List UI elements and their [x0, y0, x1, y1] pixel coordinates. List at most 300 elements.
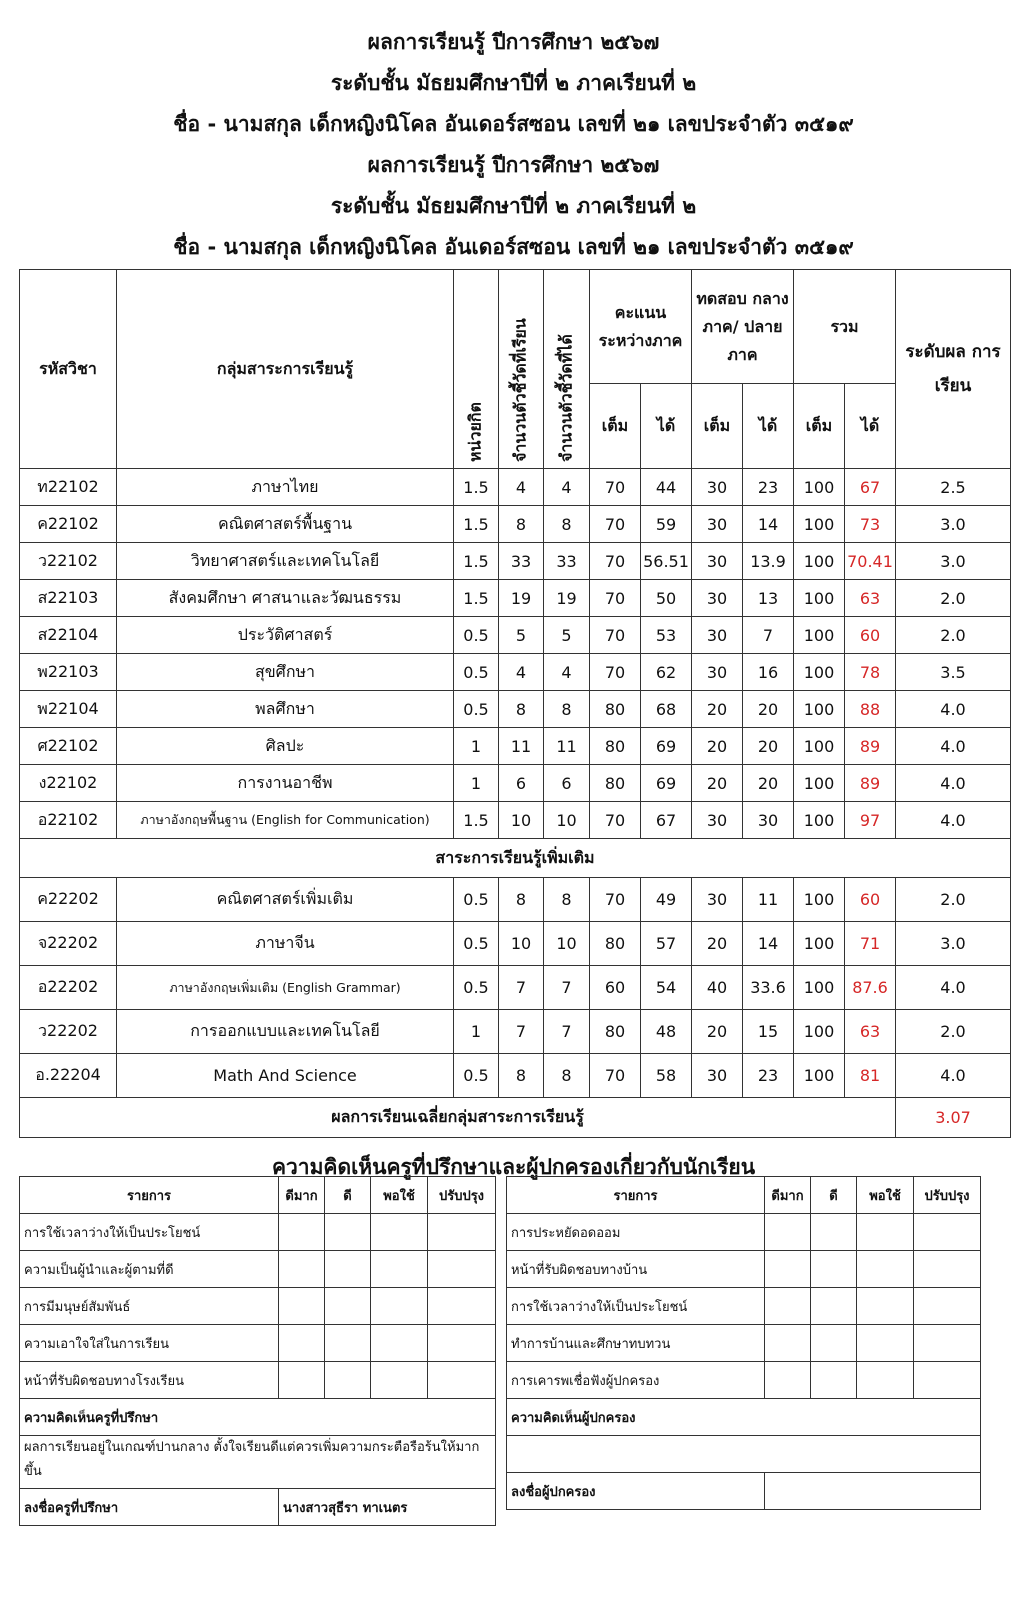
rating-cell[interactable] — [857, 1362, 914, 1399]
comment-item-row — [507, 1214, 981, 1251]
credits-cell: 0.5 — [454, 617, 499, 654]
header-got: ได้ — [845, 384, 896, 469]
total-full-cell: 100 — [794, 654, 845, 691]
rating-cell[interactable] — [428, 1325, 496, 1362]
credits-cell: 0.5 — [454, 922, 499, 966]
total-full-cell: 100 — [794, 506, 845, 543]
comments-title: ความคิดเห็นครูที่ปรึกษาและผู้ปกครองเกี่ยวกับนักเรียน — [271, 1155, 756, 1179]
comment-column-header: ดี — [811, 1177, 857, 1214]
code-cell: ว22102 — [20, 543, 117, 580]
exam-got-cell: 23 — [743, 1054, 794, 1098]
exam-full-cell: 20 — [692, 922, 743, 966]
code-cell: อ22202 — [20, 966, 117, 1010]
grade-cell: 3.5 — [896, 654, 1011, 691]
comment-item-row — [507, 1362, 981, 1399]
comment-item-row — [20, 1325, 496, 1362]
exam-full-cell: 20 — [692, 691, 743, 728]
code-cell: ส22103 — [20, 580, 117, 617]
indicators-learned-cell: 33 — [499, 543, 544, 580]
exam-full-cell: 20 — [692, 1010, 743, 1054]
indicators-passed-cell: 5 — [544, 617, 590, 654]
parent-comment-label: ความคิดเห็นผู้ปกครอง — [507, 1399, 981, 1436]
total-full-cell: 100 — [794, 765, 845, 802]
exam-full-cell: 30 — [692, 878, 743, 922]
parent-sign-field[interactable] — [765, 1473, 981, 1510]
header-full: เต็ม — [794, 384, 845, 469]
rating-cell[interactable] — [371, 1214, 428, 1251]
total-full-cell: 100 — [794, 1054, 845, 1098]
indicators-passed-cell: 4 — [544, 469, 590, 506]
rating-cell[interactable] — [857, 1251, 914, 1288]
subject-name-cell: คณิตศาสตร์เพิ่มเติม — [117, 878, 454, 922]
comment-item-row — [20, 1362, 496, 1399]
header-got: ได้ — [641, 384, 692, 469]
midterm-full-cell: 60 — [590, 966, 641, 1010]
rating-cell[interactable] — [811, 1325, 857, 1362]
grade-cell: 4.0 — [896, 802, 1011, 839]
rating-cell[interactable] — [371, 1251, 428, 1288]
section-row — [20, 839, 1011, 878]
sign-row — [507, 1473, 981, 1510]
exam-got-cell: 20 — [743, 691, 794, 728]
total-full-cell: 100 — [794, 728, 845, 765]
total-got-cell: 60 — [845, 617, 896, 654]
grade-cell: 4.0 — [896, 691, 1011, 728]
rating-cell[interactable] — [811, 1214, 857, 1251]
comment-column-header: รายการ — [507, 1177, 765, 1214]
subject-name-cell: ภาษาจีน — [117, 922, 454, 966]
header-line: ชื่อ - นามสกุล เด็กหญิงนิโคล อันเดอร์สซอน เลขที่ ๒๑ เลขประจำตัว ๓๕๑๙ — [173, 235, 854, 259]
comment-item-label: ความเอาใจใส่ในการเรียน — [20, 1325, 279, 1362]
comment-item-label: ความเป็นผู้นำและผู้ตามที่ดี — [20, 1251, 279, 1288]
indicators-passed-cell: 8 — [544, 878, 590, 922]
rating-cell[interactable] — [857, 1214, 914, 1251]
indicators-passed-cell: 8 — [544, 506, 590, 543]
header-full: เต็ม — [692, 384, 743, 469]
grade-cell: 2.0 — [896, 1010, 1011, 1054]
subject-name-cell: คณิตศาสตร์พื้นฐาน — [117, 506, 454, 543]
exam-full-cell: 30 — [692, 617, 743, 654]
midterm-full-cell: 70 — [590, 617, 641, 654]
subject-name-cell: วิทยาศาสตร์และเทคโนโลยี — [117, 543, 454, 580]
credits-cell: 0.5 — [454, 691, 499, 728]
comment-item-label: การเคารพเชื่อฟังผู้ปกครอง — [507, 1362, 765, 1399]
rating-cell[interactable] — [428, 1214, 496, 1251]
subject-name-cell: การงานอาชีพ — [117, 765, 454, 802]
header-line: ผลการเรียนรู้ ปีการศึกษา ๒๕๖๗ — [367, 153, 660, 177]
indicators-learned-cell: 8 — [499, 691, 544, 728]
total-full-cell: 100 — [794, 802, 845, 839]
credits-cell: 0.5 — [454, 1054, 499, 1098]
midterm-full-cell: 70 — [590, 878, 641, 922]
grade-cell: 3.0 — [896, 922, 1011, 966]
total-got-cell: 88 — [845, 691, 896, 728]
comment-header-row — [507, 1177, 981, 1214]
comment-item-row — [507, 1251, 981, 1288]
comment-item-label: หน้าที่รับผิดชอบทางบ้าน — [507, 1251, 765, 1288]
average-label: ผลการเรียนเฉลี่ยกลุ่มสาระการเรียนรู้ — [20, 1098, 896, 1138]
rating-cell[interactable] — [811, 1251, 857, 1288]
exam-full-cell: 40 — [692, 966, 743, 1010]
exam-full-cell: 20 — [692, 765, 743, 802]
exam-got-cell: 14 — [743, 922, 794, 966]
midterm-full-cell: 70 — [590, 469, 641, 506]
indicators-passed-cell: 7 — [544, 1010, 590, 1054]
grade-cell: 4.0 — [896, 728, 1011, 765]
comment-item-row — [20, 1251, 496, 1288]
teacher-comment-label: ความคิดเห็นครูที่ปรึกษา — [20, 1399, 496, 1436]
rating-cell[interactable] — [811, 1362, 857, 1399]
subject-name-cell: สุขศึกษา — [117, 654, 454, 691]
comment-column-header: พอใช้ — [857, 1177, 914, 1214]
table-row — [20, 691, 1011, 728]
table-row — [20, 654, 1011, 691]
midterm-full-cell: 70 — [590, 580, 641, 617]
total-full-cell: 100 — [794, 878, 845, 922]
table-row — [20, 506, 1011, 543]
comment-item-label: การใช้เวลาว่างให้เป็นประโยชน์ — [507, 1288, 765, 1325]
midterm-full-cell: 80 — [590, 728, 641, 765]
teacher-name: นางสาวสุธีรา ทาเนตร — [279, 1489, 496, 1526]
grade-cell: 4.0 — [896, 966, 1011, 1010]
rating-cell[interactable] — [914, 1288, 981, 1325]
header-credits: หน่วยกิต — [454, 270, 499, 469]
midterm-got-cell: 69 — [641, 728, 692, 765]
midterm-got-cell: 59 — [641, 506, 692, 543]
credits-cell: 1.5 — [454, 469, 499, 506]
grade-cell: 2.0 — [896, 617, 1011, 654]
credits-cell: 1.5 — [454, 802, 499, 839]
subject-name-cell: ภาษาอังกฤษพื้นฐาน (English for Communication) — [117, 802, 454, 839]
parent-comment-table — [506, 1176, 981, 1510]
rating-cell[interactable] — [279, 1288, 325, 1325]
total-got-cell: 67 — [845, 469, 896, 506]
rating-cell[interactable] — [325, 1214, 371, 1251]
total-got-cell: 63 — [845, 1010, 896, 1054]
comment-column-header: ดีมาก — [279, 1177, 325, 1214]
exam-got-cell: 20 — [743, 728, 794, 765]
indicators-passed-cell: 4 — [544, 654, 590, 691]
midterm-got-cell: 56.51 — [641, 543, 692, 580]
code-cell: ค22102 — [20, 506, 117, 543]
code-cell: ง22102 — [20, 765, 117, 802]
exam-full-cell: 30 — [692, 580, 743, 617]
total-got-cell: 63 — [845, 580, 896, 617]
comment-text-row — [20, 1436, 496, 1489]
subject-name-cell: ประวัติศาสตร์ — [117, 617, 454, 654]
code-cell: พ22103 — [20, 654, 117, 691]
rating-cell[interactable] — [914, 1362, 981, 1399]
midterm-full-cell: 70 — [590, 1054, 641, 1098]
exam-got-cell: 11 — [743, 878, 794, 922]
indicators-learned-cell: 6 — [499, 765, 544, 802]
header-line: ชื่อ - นามสกุล เด็กหญิงนิโคล อันเดอร์สซอน เลขที่ ๒๑ เลขประจำตัว ๓๕๑๙ — [173, 112, 854, 136]
indicators-passed-cell: 7 — [544, 966, 590, 1010]
teacher-comment-text: ผลการเรียนอยู่ในเกณฑ์ปานกลาง ตั้งใจเรียนดีแต่ควรเพิ่มความกระตือรือร้นให้มากขึ้น — [20, 1436, 496, 1489]
midterm-got-cell: 69 — [641, 765, 692, 802]
comment-text-row — [507, 1436, 981, 1473]
header-indicators-learned: จำนวนตัวชี้วัดที่เรียน — [499, 270, 544, 469]
credits-cell: 1 — [454, 1010, 499, 1054]
credits-cell: 1.5 — [454, 506, 499, 543]
indicators-passed-cell: 6 — [544, 765, 590, 802]
code-cell: ว22202 — [20, 1010, 117, 1054]
comment-column-header: รายการ — [20, 1177, 279, 1214]
exam-full-cell: 30 — [692, 543, 743, 580]
subject-name-cell: การออกแบบและเทคโนโลยี — [117, 1010, 454, 1054]
total-got-cell: 60 — [845, 878, 896, 922]
report-header — [0, 22, 1027, 268]
exam-got-cell: 16 — [743, 654, 794, 691]
total-got-cell: 89 — [845, 765, 896, 802]
indicators-passed-cell: 10 — [544, 802, 590, 839]
midterm-got-cell: 68 — [641, 691, 692, 728]
rating-cell[interactable] — [325, 1362, 371, 1399]
table-row — [20, 543, 1011, 580]
midterm-full-cell: 70 — [590, 654, 641, 691]
exam-got-cell: 13 — [743, 580, 794, 617]
midterm-got-cell: 57 — [641, 922, 692, 966]
credits-cell: 1.5 — [454, 543, 499, 580]
exam-got-cell: 30 — [743, 802, 794, 839]
rating-cell[interactable] — [325, 1251, 371, 1288]
midterm-full-cell: 70 — [590, 802, 641, 839]
total-full-cell: 100 — [794, 580, 845, 617]
header-total: รวม — [794, 270, 896, 384]
total-full-cell: 100 — [794, 966, 845, 1010]
total-full-cell: 100 — [794, 617, 845, 654]
total-got-cell: 78 — [845, 654, 896, 691]
rating-cell[interactable] — [371, 1325, 428, 1362]
comment-label-row — [507, 1399, 981, 1436]
comment-item-row — [20, 1214, 496, 1251]
header-grade: ระดับผล การเรียน — [896, 270, 1011, 469]
rating-cell[interactable] — [371, 1288, 428, 1325]
rating-cell[interactable] — [279, 1362, 325, 1399]
exam-full-cell: 30 — [692, 506, 743, 543]
exam-got-cell: 20 — [743, 765, 794, 802]
total-got-cell: 73 — [845, 506, 896, 543]
credits-cell: 0.5 — [454, 654, 499, 691]
average-row — [20, 1098, 1011, 1138]
exam-got-cell: 15 — [743, 1010, 794, 1054]
subject-name-cell: สังคมศึกษา ศาสนาและวัฒนธรรม — [117, 580, 454, 617]
header-line: ผลการเรียนรู้ ปีการศึกษา ๒๕๖๗ — [367, 30, 660, 54]
code-cell: อ22102 — [20, 802, 117, 839]
subject-name-cell: Math And Science — [117, 1054, 454, 1098]
grade-cell: 4.0 — [896, 1054, 1011, 1098]
rating-cell[interactable] — [765, 1214, 811, 1251]
grade-cell: 4.0 — [896, 765, 1011, 802]
rating-cell[interactable] — [914, 1214, 981, 1251]
code-cell: ศ22102 — [20, 728, 117, 765]
code-cell: ท22102 — [20, 469, 117, 506]
total-got-cell: 81 — [845, 1054, 896, 1098]
midterm-got-cell: 62 — [641, 654, 692, 691]
comment-header-row — [20, 1177, 496, 1214]
comment-item-label: การมีมนุษย์สัมพันธ์ — [20, 1288, 279, 1325]
exam-full-cell: 20 — [692, 728, 743, 765]
grade-cell: 2.0 — [896, 878, 1011, 922]
comment-column-header: ปรับปรุง — [428, 1177, 496, 1214]
credits-cell: 1 — [454, 765, 499, 802]
comment-column-header: ดีมาก — [765, 1177, 811, 1214]
indicators-passed-cell: 33 — [544, 543, 590, 580]
midterm-got-cell: 58 — [641, 1054, 692, 1098]
rating-cell[interactable] — [428, 1288, 496, 1325]
code-cell: พ22104 — [20, 691, 117, 728]
code-cell: อ.22204 — [20, 1054, 117, 1098]
teacher-sign-label: ลงชื่อครูที่ปรึกษา — [20, 1489, 279, 1526]
indicators-learned-cell: 4 — [499, 654, 544, 691]
rating-cell[interactable] — [325, 1325, 371, 1362]
exam-full-cell: 30 — [692, 1054, 743, 1098]
credits-cell: 1 — [454, 728, 499, 765]
grade-cell: 2.0 — [896, 580, 1011, 617]
header-code: รหัสวิชา — [20, 270, 117, 469]
extra-section-label: สาระการเรียนรู้เพิ่มเติม — [20, 839, 1011, 878]
comment-column-header: ดี — [325, 1177, 371, 1214]
table-row — [20, 617, 1011, 654]
comment-item-label: การใช้เวลาว่างให้เป็นประโยชน์ — [20, 1214, 279, 1251]
total-got-cell: 70.41 — [845, 543, 896, 580]
rating-cell[interactable] — [279, 1251, 325, 1288]
indicators-passed-cell: 19 — [544, 580, 590, 617]
comment-item-label: การประหยัดอดออม — [507, 1214, 765, 1251]
table-row — [20, 765, 1011, 802]
code-cell: ส22104 — [20, 617, 117, 654]
rating-cell[interactable] — [765, 1251, 811, 1288]
rating-cell[interactable] — [371, 1362, 428, 1399]
total-got-cell: 97 — [845, 802, 896, 839]
rating-cell[interactable] — [279, 1214, 325, 1251]
header-line: ระดับชั้น มัธยมศึกษาปีที่ ๒ ภาคเรียนที่ ๒ — [330, 71, 697, 95]
header-line: ระดับชั้น มัธยมศึกษาปีที่ ๒ ภาคเรียนที่ ๒ — [330, 194, 697, 218]
exam-got-cell: 14 — [743, 506, 794, 543]
comment-item-row — [507, 1325, 981, 1362]
table-row — [20, 966, 1011, 1010]
rating-cell[interactable] — [914, 1325, 981, 1362]
grades-table — [19, 269, 1011, 1138]
table-row — [20, 469, 1011, 506]
table-row — [20, 728, 1011, 765]
header-full: เต็ม — [590, 384, 641, 469]
comment-item-label: หน้าที่รับผิดชอบทางโรงเรียน — [20, 1362, 279, 1399]
parent-sign-label: ลงชื่อผู้ปกครอง — [507, 1473, 765, 1510]
grade-cell: 3.0 — [896, 506, 1011, 543]
table-row — [20, 1054, 1011, 1098]
comment-label-row — [20, 1399, 496, 1436]
midterm-got-cell: 48 — [641, 1010, 692, 1054]
comment-column-header: ปรับปรุง — [914, 1177, 981, 1214]
credits-cell: 0.5 — [454, 878, 499, 922]
midterm-full-cell: 80 — [590, 691, 641, 728]
subject-name-cell: ภาษาอังกฤษเพิ่มเติม (English Grammar) — [117, 966, 454, 1010]
table-row — [20, 1010, 1011, 1054]
header-indicators-passed: จำนวนตัวชี้วัดที่ได้ — [544, 270, 590, 469]
indicators-passed-cell: 8 — [544, 1054, 590, 1098]
rating-cell[interactable] — [765, 1325, 811, 1362]
subject-name-cell: พลศึกษา — [117, 691, 454, 728]
code-cell: จ22202 — [20, 922, 117, 966]
total-full-cell: 100 — [794, 469, 845, 506]
header-subject: กลุ่มสาระการเรียนรู้ — [117, 270, 454, 469]
rating-cell[interactable] — [325, 1288, 371, 1325]
total-full-cell: 100 — [794, 691, 845, 728]
rating-cell[interactable] — [857, 1325, 914, 1362]
grades-body — [20, 469, 1011, 1138]
table-row — [20, 878, 1011, 922]
rating-cell[interactable] — [428, 1362, 496, 1399]
comment-column-header: พอใช้ — [371, 1177, 428, 1214]
rating-cell[interactable] — [428, 1251, 496, 1288]
rating-cell[interactable] — [811, 1288, 857, 1325]
indicators-passed-cell: 10 — [544, 922, 590, 966]
midterm-full-cell: 80 — [590, 1010, 641, 1054]
midterm-got-cell: 53 — [641, 617, 692, 654]
indicators-learned-cell: 8 — [499, 878, 544, 922]
exam-got-cell: 23 — [743, 469, 794, 506]
indicators-learned-cell: 11 — [499, 728, 544, 765]
table-row — [20, 922, 1011, 966]
comment-item-row — [20, 1288, 496, 1325]
credits-cell: 1.5 — [454, 580, 499, 617]
rating-cell[interactable] — [765, 1288, 811, 1325]
midterm-full-cell: 80 — [590, 765, 641, 802]
total-got-cell: 87.6 — [845, 966, 896, 1010]
total-got-cell: 89 — [845, 728, 896, 765]
midterm-got-cell: 54 — [641, 966, 692, 1010]
subject-name-cell: ภาษาไทย — [117, 469, 454, 506]
midterm-full-cell: 80 — [590, 922, 641, 966]
indicators-learned-cell: 7 — [499, 966, 544, 1010]
total-full-cell: 100 — [794, 922, 845, 966]
rating-cell[interactable] — [279, 1325, 325, 1362]
comment-item-row — [507, 1288, 981, 1325]
exam-full-cell: 30 — [692, 654, 743, 691]
total-full-cell: 100 — [794, 1010, 845, 1054]
table-row — [20, 802, 1011, 839]
total-full-cell: 100 — [794, 543, 845, 580]
grade-cell: 3.0 — [896, 543, 1011, 580]
teacher-comment-table — [19, 1176, 496, 1526]
grade-cell: 2.5 — [896, 469, 1011, 506]
credits-cell: 0.5 — [454, 966, 499, 1010]
header-midterm: คะแนน ระหว่างภาค — [590, 270, 692, 384]
midterm-got-cell: 44 — [641, 469, 692, 506]
sign-row — [20, 1489, 496, 1526]
parent-comment-text[interactable] — [507, 1436, 981, 1473]
indicators-learned-cell: 10 — [499, 802, 544, 839]
table-row — [20, 580, 1011, 617]
indicators-learned-cell: 10 — [499, 922, 544, 966]
midterm-got-cell: 50 — [641, 580, 692, 617]
indicators-learned-cell: 5 — [499, 617, 544, 654]
subject-name-cell: ศิลปะ — [117, 728, 454, 765]
rating-cell[interactable] — [857, 1288, 914, 1325]
midterm-got-cell: 67 — [641, 802, 692, 839]
midterm-got-cell: 49 — [641, 878, 692, 922]
header-got: ได้ — [743, 384, 794, 469]
exam-got-cell: 33.6 — [743, 966, 794, 1010]
rating-cell[interactable] — [914, 1251, 981, 1288]
comment-item-label: ทำการบ้านและศึกษาทบทวน — [507, 1325, 765, 1362]
indicators-learned-cell: 7 — [499, 1010, 544, 1054]
exam-full-cell: 30 — [692, 802, 743, 839]
average-value: 3.07 — [896, 1098, 1011, 1138]
exam-got-cell: 7 — [743, 617, 794, 654]
rating-cell[interactable] — [765, 1362, 811, 1399]
